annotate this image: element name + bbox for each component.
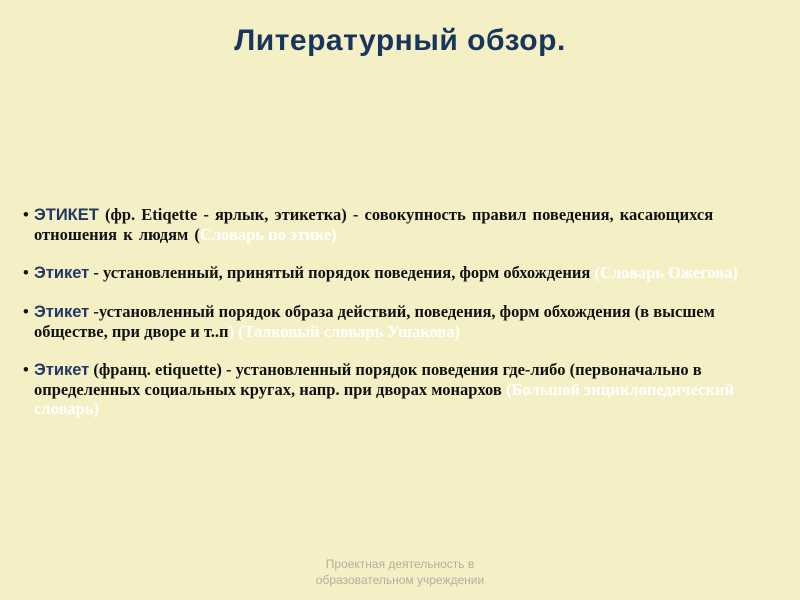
definition-term: Этикет (34, 361, 90, 379)
definition-source: Словарь по этике) (199, 225, 337, 244)
definition-source: (Словарь Ожегова) (594, 263, 738, 282)
definition-item (20, 205, 782, 244)
definition-term: Этикет (34, 303, 90, 321)
bullet: • (23, 360, 29, 379)
definition-text: (франц. etiquette) - установленный порядок поведения где-либо (первоначально в определенных социальных кругах, напр. при дворах монархов (34, 360, 702, 399)
definition-item (20, 360, 782, 418)
bullet: • (23, 205, 29, 224)
definition-item (20, 263, 782, 283)
slide-footer: Проектная деятельность в образовательном учреждении (315, 557, 485, 587)
definition-source: ) (Толковый словарь Ушакова) (228, 322, 461, 341)
bullet: • (23, 302, 29, 321)
definition-source: (Большой энциклопедический словарь) (34, 380, 734, 418)
definition-text: - установленный, принятый порядок поведения, форм обхождения (89, 263, 595, 282)
slide-title: Литературный обзор. (234, 24, 566, 57)
definition-item (20, 302, 782, 341)
bullet: • (23, 263, 29, 282)
definition-list (20, 205, 782, 418)
definition-term: ЭТИКЕТ (34, 206, 99, 224)
definition-term: Этикет (34, 264, 90, 282)
definition-text: (фр. Etiqette - ярлык, этикетка) - совокупность правил поведения, касающихся отношения к людям ( (34, 205, 714, 244)
definition-text: -установленный порядок образа действий, поведения, форм обхождения (в высшем обществе, при дворе и т..п (34, 302, 715, 341)
